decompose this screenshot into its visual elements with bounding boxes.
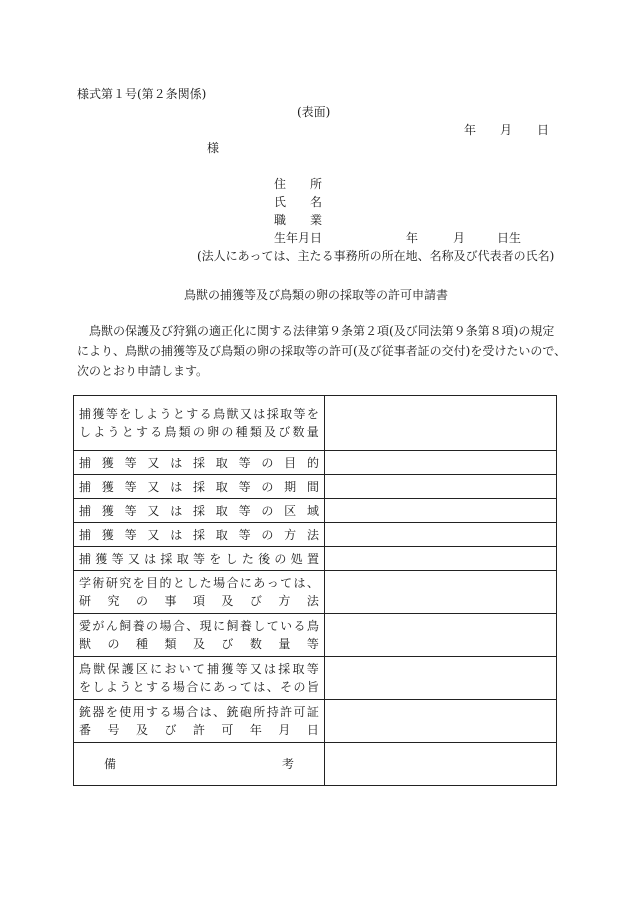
disposal-field[interactable] (325, 547, 557, 571)
address-label: 住 所 (274, 177, 323, 191)
birth-month-label: 月 (453, 231, 466, 245)
row-label (74, 499, 325, 523)
label-line: 捕 獲 等 又 は 採 取 等 を し た 後 の 処 置 (79, 551, 319, 566)
row-label (74, 523, 325, 547)
sanctuary-field[interactable] (325, 657, 557, 700)
application-table (73, 395, 557, 786)
row-label (74, 614, 325, 657)
label-line: 捕 獲 等 を し よ う と す る 鳥 獣 又 は 採 取 等 を (79, 407, 319, 421)
pet-keeping-field[interactable] (325, 614, 557, 657)
label-line: 愛 が ん 飼 養 の 場 合 、 現 に 飼 養 し て い る 鳥 (79, 619, 319, 633)
addressee-suffix: 様 (207, 141, 220, 155)
table-row (74, 614, 557, 657)
row-label (74, 475, 325, 499)
body-paragraph (77, 321, 567, 381)
row-label (74, 451, 325, 475)
row-label (74, 657, 325, 700)
method-field[interactable] (325, 523, 557, 547)
row-label (74, 571, 325, 614)
research-field[interactable] (325, 571, 557, 614)
row-label (74, 396, 325, 451)
table-row (74, 396, 557, 451)
table-row (74, 547, 557, 571)
remarks-field[interactable] (325, 743, 557, 786)
body-line: 鳥獣の保護及び狩猟の適正化に関する法律第９条第２項(及び同法第９条第８項)の規定 (89, 324, 555, 338)
table-row (74, 475, 557, 499)
area-field[interactable] (325, 499, 557, 523)
name-label: 氏 名 (274, 195, 323, 209)
label-line: を し よ う と す る 場 合 に あ っ て は 、 そ の 旨 (79, 680, 319, 694)
label-line: 捕 獲 等 又 は 採 取 等 の 期 間 (79, 479, 319, 494)
label-line: 研 究 の 事 項 及 び 方 法 (79, 594, 319, 608)
corporate-note: (法人にあっては、主たる事務所の所在地、名称及び代表者の氏名) (197, 249, 555, 263)
date-year-label: 年 (464, 123, 477, 137)
occupation-label: 職 業 (274, 213, 323, 227)
side-indicator: (表面) (297, 105, 331, 119)
date-month-label: 月 (500, 123, 513, 137)
table-row (74, 700, 557, 743)
document-title: 鳥獣の捕獲等及び鳥類の卵の採取等の許可申請書 (184, 288, 449, 302)
date-day-label: 日 (537, 123, 550, 137)
form-number: 様式第１号(第２条関係) (77, 87, 207, 101)
table-row (74, 657, 557, 700)
label-line: 鳥 獣 保 護 区 に お い て 捕 獲 等 又 は 採 取 等 (79, 662, 319, 676)
label-line: し よ う と す る 鳥 類 の 卵 の 種 類 及 び 数 量 (79, 425, 319, 439)
label-line: 学 術 研 究 を 目 的 と し た 場 合 に あ っ て は 、 (79, 576, 319, 590)
birth-year-label: 年 (406, 231, 419, 245)
label-line: 番 号 及 び 許 可 年 月 日 (79, 723, 319, 737)
row-label (74, 700, 325, 743)
label-line: 捕 獲 等 又 は 採 取 等 の 方 法 (79, 527, 319, 542)
row-label (74, 743, 325, 786)
table-row (74, 451, 557, 475)
label-line: 備 考 (104, 757, 294, 771)
body-line: 次のとおり申請します。 (77, 364, 209, 378)
birthdate-label: 生年月日 (274, 231, 323, 245)
label-line: 捕 獲 等 又 は 採 取 等 の 目 的 (79, 455, 319, 470)
row-label (74, 547, 325, 571)
birth-day-label: 日生 (497, 231, 522, 245)
label-line: 銃 器 を 使 用 す る 場 合 は 、 銃 砲 所 持 許 可 証 (79, 705, 319, 719)
purpose-field[interactable] (325, 451, 557, 475)
period-field[interactable] (325, 475, 557, 499)
table-row (74, 571, 557, 614)
table-row (74, 743, 557, 786)
species-quantity-field[interactable] (325, 396, 557, 451)
firearm-permit-field[interactable] (325, 700, 557, 743)
table-row (74, 523, 557, 547)
table-row (74, 499, 557, 523)
label-line: 捕 獲 等 又 は 採 取 等 の 区 域 (79, 503, 319, 518)
label-line: 獣 の 種 類 及 び 数 量 等 (79, 637, 319, 651)
body-line: により、鳥獣の捕獲等及び鳥類の卵の採取等の許可(及び従事者証の交付)を受けたいので、 (77, 344, 567, 358)
